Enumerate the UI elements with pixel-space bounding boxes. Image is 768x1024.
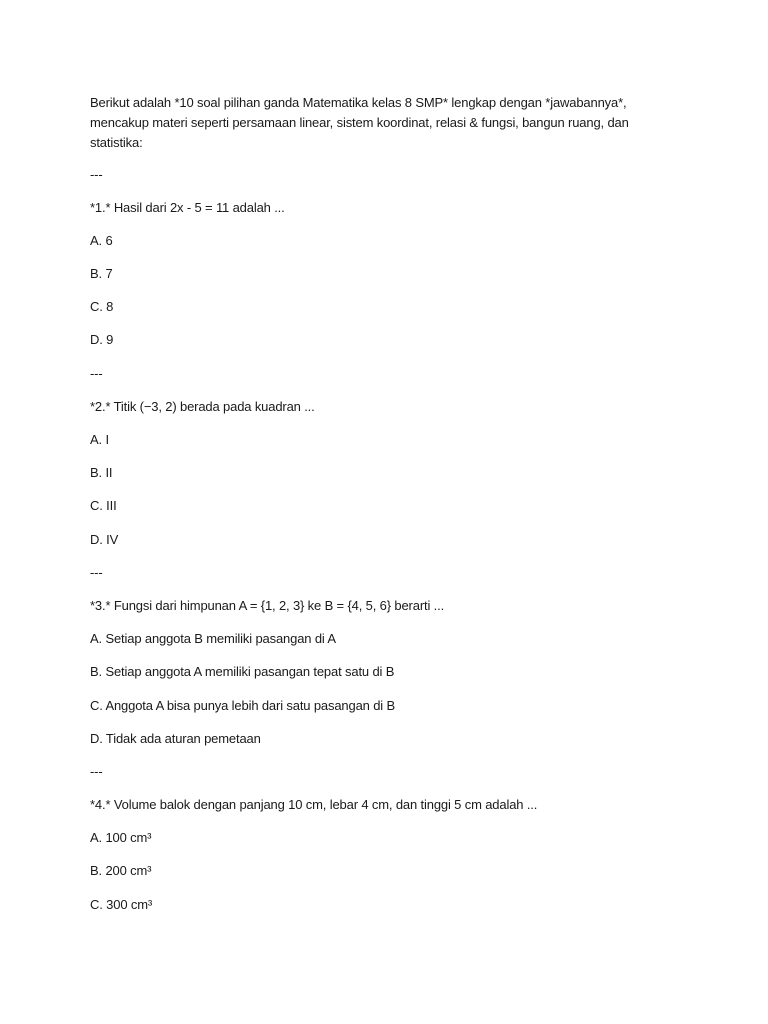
q4-option-b: B. 200 cm³	[90, 863, 152, 879]
separator: ---	[90, 166, 103, 182]
q2-option-c: C. III	[90, 498, 117, 514]
q1-option-d: D. 9	[90, 332, 114, 348]
q3-option-b: B. Setiap anggota A memiliki pasangan tepat satu di B	[90, 664, 395, 680]
q3-option-c: C. Anggota A bisa punya lebih dari satu pasangan di B	[90, 697, 396, 713]
intro-paragraph: Berikut adalah *10 soal pilihan ganda Matematika kelas 8 SMP* lengkap dengan *jawabannya*, mencakup materi seperti persamaan linear, sistem koordinat, relasi & fungsi, bangun ruang, dan statistika:	[90, 95, 629, 150]
q1-option-b: B. 7	[90, 266, 113, 282]
separator: ---	[90, 763, 103, 779]
q2-option-b: B. II	[90, 465, 113, 481]
q2-option-d: D. IV	[90, 531, 119, 547]
document-body	[90, 93, 650, 928]
q4-option-c: C. 300 cm³	[90, 896, 153, 912]
q3-option-d: D. Tidak ada aturan pemetaan	[90, 730, 261, 746]
question-1: *1.* Hasil dari 2x - 5 = 11 adalah ...	[90, 199, 285, 215]
q2-option-a: A. I	[90, 432, 109, 447]
q1-option-a: A. 6	[90, 232, 113, 248]
separator: ---	[90, 564, 103, 580]
separator: ---	[90, 365, 103, 381]
q3-option-a: A. Setiap anggota B memiliki pasangan di A	[90, 631, 336, 647]
q1-option-c: C. 8	[90, 299, 114, 315]
question-3: *3.* Fungsi dari himpunan A = {1, 2, 3} ke B = {4, 5, 6} berarti ...	[90, 597, 445, 613]
question-2: *2.* Titik (−3, 2) berada pada kuadran ...	[90, 398, 315, 414]
question-4: *4.* Volume balok dengan panjang 10 cm, lebar 4 cm, dan tinggi 5 cm adalah ...	[90, 797, 538, 813]
q4-option-a: A. 100 cm³	[90, 830, 152, 846]
